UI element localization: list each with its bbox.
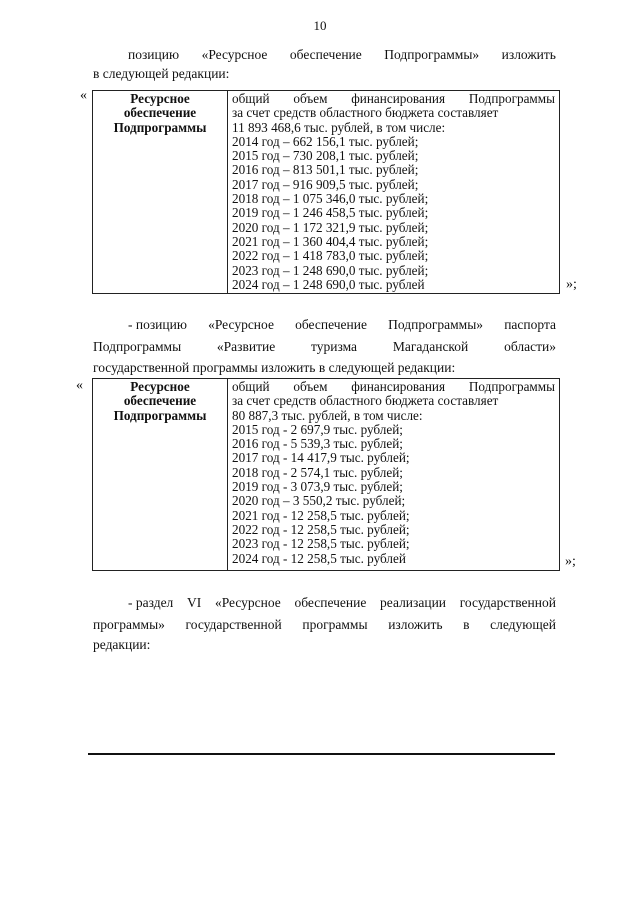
table2-line: 2015 год - 2 697,9 тыс. рублей; xyxy=(232,421,403,437)
table1-line: 2015 год – 730 208,1 тыс. рублей; xyxy=(232,148,419,164)
table1-line: 2017 год – 916 909,5 тыс. рублей; xyxy=(232,176,419,192)
table2-line: 80 887,3 тыс. рублей, в том числе: xyxy=(232,407,423,423)
table2-line: 2023 год - 12 258,5 тыс. рублей; xyxy=(232,536,410,552)
close-quote-1: »; xyxy=(566,277,577,292)
table2-first-line: общий объем финансирования Подпрограммы xyxy=(232,379,555,394)
table2-line: 2017 год - 14 417,9 тыс. рублей; xyxy=(232,450,410,466)
table2-line: 2022 год - 12 258,5 тыс. рублей; xyxy=(232,521,410,537)
table1-line: 2021 год – 1 360 404,4 тыс. рублей; xyxy=(232,233,429,249)
table1-left-cell: Ресурсное обеспечение Подпрограммы xyxy=(93,91,228,294)
intro1-line2: в следующей редакции: xyxy=(93,66,230,81)
table2-financing-cell xyxy=(228,379,560,571)
intro1-line1: позицию «Ресурсное обеспечение Подпрограммы» изложить xyxy=(128,47,556,62)
table1-line: за счет средств областного бюджета составляет xyxy=(232,105,499,121)
resource-table-2 xyxy=(92,378,560,571)
table1-line: 2022 год – 1 418 783,0 тыс. рублей; xyxy=(232,248,429,264)
table1-line: 11 893 468,6 тыс. рублей, в том числе: xyxy=(232,119,446,135)
intro3-line1: - раздел VI «Ресурсное обеспечение реализации государственной xyxy=(128,595,556,610)
table1-line: 2018 год – 1 075 346,0 тыс. рублей; xyxy=(232,191,429,207)
table1-first-line: общий объем финансирования Подпрограммы xyxy=(232,91,555,106)
table1-line: 2014 год – 662 156,1 тыс. рублей; xyxy=(232,133,419,149)
table2-line: за счет средств областного бюджета составляет xyxy=(232,393,499,409)
table1-line: 2019 год – 1 246 458,5 тыс. рублей; xyxy=(232,205,429,221)
table1-line: 2024 год – 1 248 690,0 тыс. рублей xyxy=(232,276,425,292)
table2-line: 2021 год - 12 258,5 тыс. рублей; xyxy=(232,507,410,523)
table2-line: 2024 год - 12 258,5 тыс. рублей xyxy=(232,550,406,566)
resource-table-1 xyxy=(92,90,560,294)
table2-left-cell: Ресурсное обеспечение Подпрограммы xyxy=(93,379,228,571)
table2-line: 2020 год – 3 550,2 тыс. рублей; xyxy=(232,493,406,509)
open-quote-1: « xyxy=(80,88,87,103)
intro3-line3: редакции: xyxy=(93,637,151,652)
open-quote-2: « xyxy=(76,378,83,393)
intro2-line1: - позицию «Ресурсное обеспечение Подпрограммы» паспорта xyxy=(128,317,556,332)
table1-financing-cell xyxy=(228,91,560,294)
table2-line: 2018 год - 2 574,1 тыс. рублей; xyxy=(232,464,403,480)
footer-rule xyxy=(88,753,555,755)
page-number: 10 xyxy=(313,18,327,33)
table2-line: 2016 год - 5 539,3 тыс. рублей; xyxy=(232,436,403,452)
table1-line: 2016 год – 813 501,1 тыс. рублей; xyxy=(232,162,419,178)
intro2-line2: Подпрограммы «Развитие туризма Магаданской области» xyxy=(93,339,556,354)
intro3-line2: программы» государственной программы изложить в следующей xyxy=(93,617,556,632)
table2-line: 2019 год - 3 073,9 тыс. рублей; xyxy=(232,479,403,495)
table1-line: 2023 год – 1 248 690,0 тыс. рублей; xyxy=(232,262,429,278)
close-quote-2: »; xyxy=(565,554,576,569)
intro2-line3: государственной программы изложить в следующей редакции: xyxy=(93,360,456,375)
table1-line: 2020 год – 1 172 321,9 тыс. рублей; xyxy=(232,219,429,235)
